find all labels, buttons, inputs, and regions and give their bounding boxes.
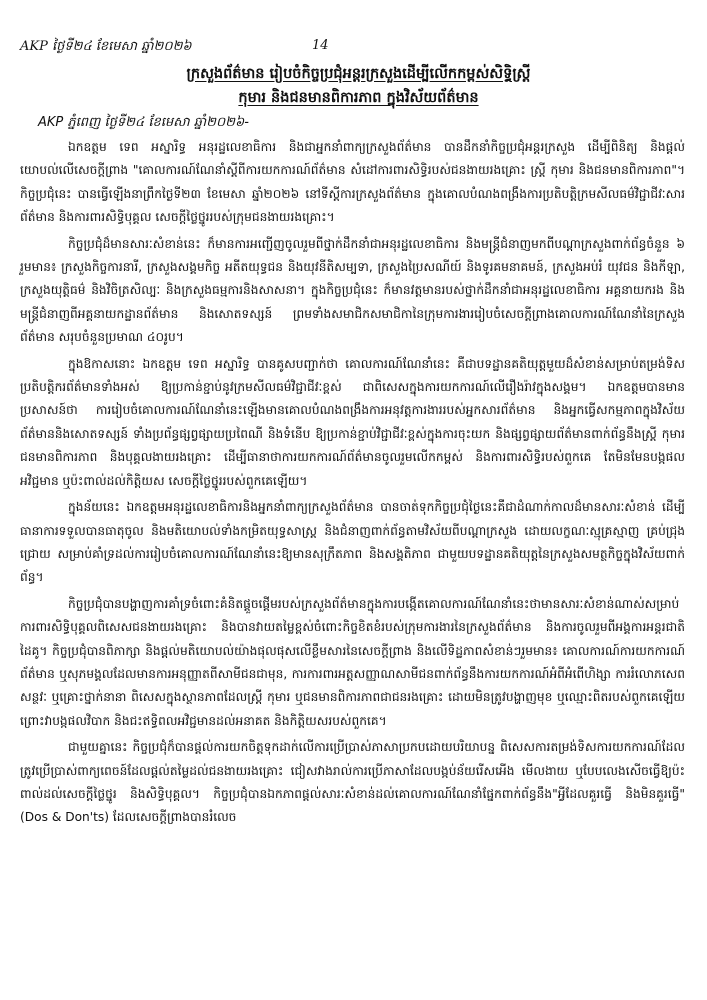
paragraph: ជាមួយគ្នានេះ កិច្ចប្រជុំក៏បានផ្តល់ការយកចិត្តទុកដាក់លើការប្រើប្រាស់ភាសាប្រកបដោយបរិយាបន្ន ពិសេសការតម្រង់ទិសការយកការណ៍ដែលត្រូវប្រើប្រាស់ពាក្យពេចន៍ដែលផ្តល់តម្លៃដល់ជនងាយរងគ្រោះ ជៀសវាងរាល់ការប្រើភាសាដែលបង្កប់ន័យរើសអើង មើលងាយ ឬបែបលេងសើចធ្វើឱ្យប៉ះពាល់ដល់សេចក្តីថ្លៃថ្នូរ និងសិទ្ធិបុគ្គល។ កិច្ចប្រជុំបានឯកភាពផ្តល់សារៈសំខាន់ដល់គោលការណ៍ណែនាំផ្នែកពាក់ព័ន្ធនឹង"អ្វីដែលគួរធ្វើ និងមិនគួរធ្វើ" (Dos & Don'ts) ដែលសេចក្តីព្រាងបានរំលេច [20,740,685,825]
article-headline [40,62,677,110]
source-header: AKP ថ្ងៃទី២៤ ខែមេសា ឆ្នាំ២០២៦ [20,39,192,54]
paragraph: ឯកឧត្តម ទេព អស្នារិទ្ធ អនុរដ្ឋលេខាធិការ និងជាអ្នកនាំពាក្យក្រសួងព័ត៌មាន បានដឹកនាំកិច្ចប្រជុំអន្តរក្រសួង ដើម្បីពិនិត្យ និងផ្តល់យោបល់លើសេចក្តីព្រាង "គោលការណ៍ណែនាំស្តីពីការយកការណ៍ព័ត៌មាន សំដៅការពារសិទ្ធិរបស់ជនងាយរងគ្រោះ ស្ត្រី កុមារ និងជនមានពិការភាព"។ កិច្ចប្រជុំនេះ បានធ្វើឡើងនាព្រឹកថ្ងៃទី២៣ ខែមេសា ឆ្នាំ២០២៦ នៅទីស្តីការក្រសួងព័ត៌មាន ក្នុងគោលបំណងពង្រឹងការប្រតិបត្តិក្រមសីលធម៌វិជ្ជាជីវៈសារព័ត៌មាន និងការពារសិទ្ធិបុគ្គល សេចក្តីថ្លៃថ្នូររបស់ក្រុមជនងាយរងគ្រោះ។ [20,140,685,225]
paragraph: ក្នុងឱកាសនោះ ឯកឧត្តម ទេព អស្នារិទ្ធ បានគូសបញ្ជាក់ថា គោលការណ៍ណែនាំនេះ គឺជាបទដ្ឋានគតិយុត្តមួយដ៏សំខាន់សម្រាប់តម្រង់ទិសប្រតិបត្តិករព័ត៌មានទាំងអស់ ឱ្យប្រកាន់ខ្ជាប់នូវក្រមសីលធម៌វិជ្ជាជីវៈខ្ពស់ ជាពិសេសក្នុងការយកការណ៍លើរឿងរ៉ាវក្នុងសង្គម។ ឯកឧត្តមបានមានប្រសាសន៍ថា ការរៀបចំគោលការណ៍ណែនាំនេះឡើងមានគោលបំណងពង្រឹងការអនុវត្តការងាររបស់អ្នកសារព័ត៌មាន និងអ្នកធ្វើសកម្មភាពក្នុងវិស័យព័ត៌មាននិងសោតទស្សន៍ ទាំងប្រព័ន្ធផ្សព្វផ្សាយប្រពៃណី និងទំនើប ឱ្យប្រកាន់ខ្ជាប់វិជ្ជាជីវៈខ្ពស់ក្នុងការចុះយក និងផ្សព្វផ្សាយព័ត៌មានពាក់ព័ន្ធនឹងស្ត្រី កុមារ ជនមានពិការភាព និងបុគ្គលងាយរងគ្រោះ ដើម្បីធានាថាការយកការណ៍ព័ត៌មានចូលរួមលើកកម្ពស់ និងការពារសិទ្ធិរបស់ពួកគេ តែមិនមែនបង្កផលអវិជ្ជមាន ឬប៉ះពាល់ដល់កិត្តិយស សេចក្តីថ្លៃថ្នូររបស់ពួកគេឡើយ។ [20,356,685,488]
article-body [20,136,685,833]
paragraph: ក្នុងន័យនេះ ឯកឧត្តមអនុរដ្ឋលេខាធិការនិងអ្នកនាំពាក្យក្រសួងព័ត៌មាន បានចាត់ទុកកិច្ចប្រជុំថ្ងៃនេះគឺជាដំណាក់កាលដ៏មានសារៈសំខាន់ ដើម្បីធានាការទទួលបានធាតុចូល និងមតិយោបល់ទាំងកម្រិតយុទ្ធសាស្ត្រ និងជំនាញពាក់ព័ន្ធតាមវិស័យពីបណ្តាក្រសួង ដោយលក្ខណៈស្មុគ្រស្មាញ គ្រប់ជ្រុងជ្រោយ សម្រាប់គាំទ្រដល់ការរៀបចំគោលការណ៍ណែនាំនេះឱ្យមានសុក្រឹតភាព និងសង្គតិភាព ជាមួយបទដ្ឋានគតិយុត្តនៃក្រសួងសមត្ថកិច្ចក្នុងវិស័យពាក់ព័ន្ធ។ [20,500,685,585]
paragraph: កិច្ចប្រជុំបានបង្ហាញការគាំទ្រចំពោះគំនិតផ្តួចផ្តើមរបស់ក្រសួងព័ត៌មានក្នុងការបង្កើតគោលការណ៍ណែនាំនេះថាមានសារៈសំខាន់ណាស់សម្រាប់ការពារសិទ្ធិបុគ្គលពិសេសជនងាយរងគ្រោះ និងបានវាយតម្លៃខ្ពស់ចំពោះកិច្ចខិតខំរបស់ក្រុមការងារនៃក្រសួងព័ត៌មាន និងការចូលរួមពីអង្គការអន្តរជាតិដៃគូ។ កិច្ចប្រជុំបានពិភាក្សា និងផ្តល់មតិយោបល់យ៉ាងផុលផុសលើខ្លឹមសារនៃសេចក្តីព្រាង និងលើទិដ្ឋភាពសំខាន់ៗរួមមាន៖ គោលការណ៍ការយកការណ៍ព័ត៌មាន ឬសុភមង្គលដែលមានការអនុញ្ញាតពីសាមីជនជាមុន, ការការពារអត្តសញ្ញាណសាមីជនពាក់ព័ន្ធនឹងការយកការណ៍អំពីអំពើហិង្សា ការរំលោភសេពសន្ថវៈ ឬគ្រោះថ្នាក់នានា ពិសេសក្នុងស្ថានភាពដែលស្ត្រី កុមារ ឬជនមានពិការភាពជាជនរងគ្រោះ ដោយមិនត្រូវបង្ហាញមុខ ឬឈ្មោះពិតរបស់ពួកគេឡើយ ព្រោះវាបង្កផលវិបាក និងជះឥទ្ធិពលអវិជ្ជមានដល់អនាគត និងកិត្តិយសរបស់ពួកគេ។ [20,596,685,728]
page-number: 14 [312,38,329,53]
headline-line-1: ក្រសួងព័ត៌មាន រៀបចំកិច្ចប្រជុំអន្តរក្រសួងដើម្បីលើកកម្ពស់សិទ្ធិស្ត្រី [186,66,531,82]
article-dateline: AKP ភ្នំពេញ ថ្ងៃទី២៤ ខែមេសា ឆ្នាំ២០២៦- [38,115,249,130]
headline-line-2: កុមារ និងជនមានពិការភាព ក្នុងវិស័យព័ត៌មាន [238,90,479,106]
paragraph: កិច្ចប្រជុំដ៏មានសារៈសំខាន់នេះ ក៏មានការអញ្ជើញចូលរួមពីថ្នាក់ដឹកនាំជាអនុរដ្ឋលេខាធិការ និងមន្ត្រីជំនាញមកពីបណ្តាក្រសួងពាក់ព័ន្ធចំនួន ៦ រួមមាន៖ ក្រសួងកិច្ចការនារី, ក្រសួងសង្គមកិច្ច អតីតយុទ្ធជន និងយុវនីតិសម្បទា, ក្រសួងប្រៃសណីយ៍ និងទូរគមនាគមន៍, ក្រសួងអប់រំ យុវជន និងកីឡា, ក្រសួងយុត្តិធម៌ និងវិចិត្រសិល្បៈ និងក្រសួងធម្មការនិងសាសនា។ ក្នុងកិច្ចប្រជុំនេះ ក៏មានវត្តមានរបស់ថ្នាក់ដឹកនាំជាអនុរដ្ឋលេខាធិការ អគ្គនាយករង និងមន្ត្រីជំនាញពីអគ្គនាយកដ្ឋានព័ត៌មាន និងសោតទស្សន៍ ព្រមទាំងសមាជិកសមាជិកានៃក្រុមការងាររៀបចំសេចក្តីព្រាងគោលការណ៍ណែនាំនៃក្រសួងព័ត៌មាន សរុបចំនួនប្រមាណ ៤០រូប។ [20,236,685,345]
